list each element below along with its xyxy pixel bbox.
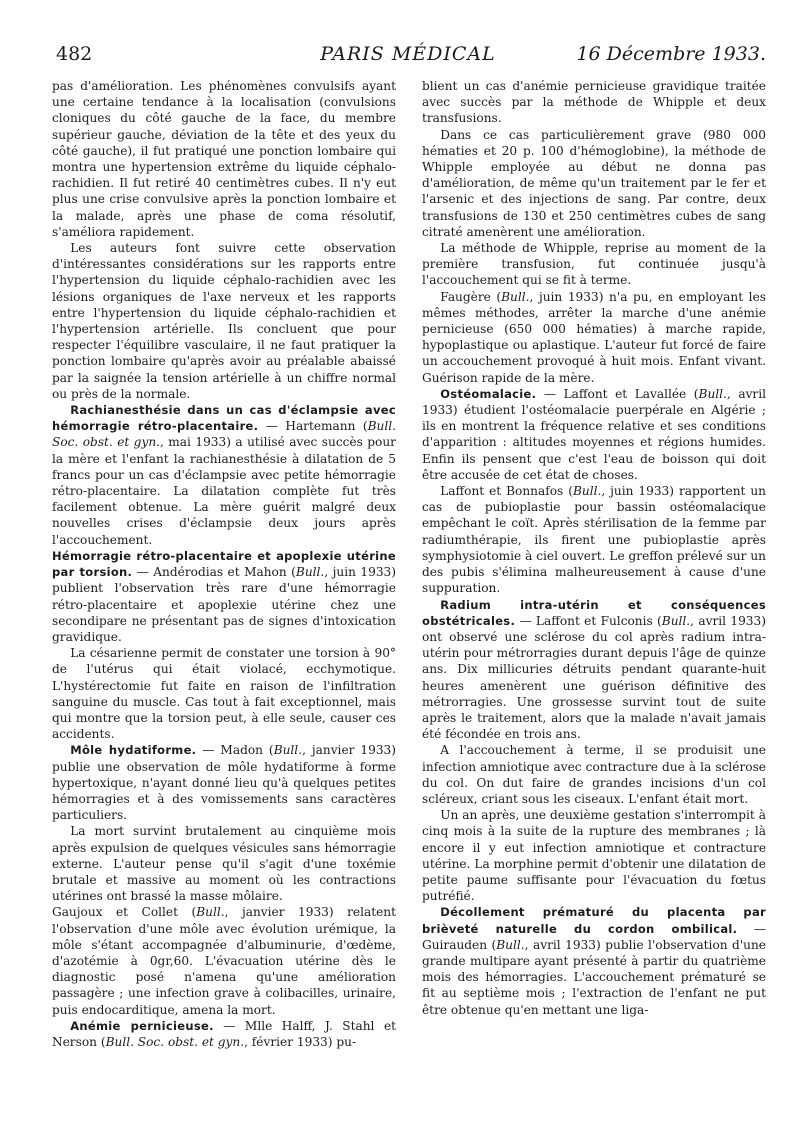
citation-title: Bull.	[295, 565, 325, 580]
paragraph	[422, 742, 766, 807]
body-text: , avril 1933) publie l'observation d'une grande multipare ayant présenté à partir du quatrième mois des hémorragies. L'accouchement prématuré se fit au septième mois ; l'extraction de l'enfant ne put être obtenue qu'en mettant une liga-	[422, 937, 766, 1017]
body-text: , avril 1933) étudient l'ostéomalacie puerpérale en Algérie ; ils en montrent la fréquence relative et ses conditions d'apparition : altitudes moyennes et régions humides. Enfin ils pensent que c'est l'eau de boisson qui doit être accusée de cet état de choses.	[422, 386, 766, 482]
body-text: , juin 1933) publient l'observation très rare d'une hémorragie rétro-placentaire et apoplexie utérine chez une secondipare ne présentant pas de signes d'intoxication gravidique.	[52, 565, 397, 644]
paragraph	[52, 645, 396, 742]
paragraph	[422, 78, 766, 127]
citation-title: Bull. Soc. obst. et gyn.	[105, 1034, 245, 1049]
body-text: La méthode de Whipple, reprise au moment de la première transfusion, fut continuée jusqu'à l'accouchement qui se fit à terme.	[422, 241, 766, 288]
body-text: , janvier 1933) publie une observation de môle hydatiforme à forme hypertoxique, n'ayant donné lieu qu'à quelques petites hémorragies et à des vomissements sans caractères particuliers.	[52, 743, 397, 823]
section-heading: Ostéomalacie.	[440, 386, 537, 401]
section-heading: Décollement prématuré du placenta par brièveté naturelle du cordon ombilical.	[422, 905, 766, 936]
section-heading: Radium intra-utérin et conséquences obstétricales.	[422, 597, 766, 628]
paragraph	[52, 78, 396, 240]
body-text: , janvier 1933) relatent l'observation d'une môle avec évolution urémique, la môle s'étant accompagnée d'albuminurie, d'œdème, d'azotémie à 0gr,60. L'évacuation utérine dès le diagnostic posé n'amena qu'une amélioration passagère ; une infection grave à colibacilles, urinaire, puis endocarditique, amena la mort.	[52, 905, 396, 1017]
issue-date: 16 Décembre 1933.	[576, 43, 766, 65]
body-text: — Laffont et Fulconis (	[515, 613, 662, 628]
body-text: , février 1933) pu-	[244, 1034, 357, 1049]
citation-title: Bull.	[661, 613, 691, 628]
citation-title: Bull.	[196, 905, 225, 920]
citation-title: Bull.	[698, 386, 727, 401]
paragraph	[422, 289, 766, 386]
paragraph	[422, 807, 766, 904]
section-heading: Môle hydatiforme.	[70, 743, 197, 758]
section-heading: Hémorragie rétro-placentaire et apoplexie utérine par torsion.	[52, 548, 396, 580]
paragraph	[422, 904, 766, 1017]
body-text: La césarienne permit de constater une torsion à 90° de l'utérus qui était violacé, ecchymotique. L'hystérectomie fut faite en raison de l'infiltration sanguine du muscle. Cas tout à fait exceptionnel, mais qui montre que la torsion peut, à elle seule, causer ces accidents.	[52, 646, 396, 742]
paragraph	[52, 742, 396, 823]
page-header	[50, 43, 766, 69]
citation-title: Bull. Soc. obst. et gyn.	[52, 419, 396, 450]
body-text: , juin 1933) rapportent un cas de pubioplastie pour bassin ostéomalacique empêchant le coït. Après stérilisation de la femme par radiumthérapie, ils firent une pubioplastie après symphysiotomie à ciel ouvert. Le greffon prélevé sur un des pubis s'élimina malheureusement à cause d'une suppuration.	[422, 484, 767, 596]
citation-title: Bull.	[501, 289, 530, 304]
paragraph	[52, 823, 396, 904]
body-text: , juin 1933) n'a pu, en employant les mêmes méthodes, arrêter la marche d'une anémie pernicieuse (650 000 hématies) à marche rapide, hypoplastique ou aplastique. L'auteur fut forcé de faire un accouchement provoqué à huit mois. Enfant vivant. Guérison rapide de la mère.	[422, 289, 766, 385]
citation-title: Bull.	[273, 743, 303, 758]
right-column	[422, 78, 766, 1018]
body-text: — Hartemann (	[258, 419, 368, 434]
left-column	[52, 78, 396, 1050]
section-heading: Anémie pernicieuse.	[70, 1018, 214, 1033]
body-text: Gaujoux et Collet (	[52, 905, 197, 920]
body-text: — Andérodias et Mahon (	[132, 565, 296, 580]
body-text: Les auteurs font suivre cette observation d'intéressantes considérations sur les rapports entre l'hypertension du liquide céphalo-rachidien avec les lésions organiques de l'axe nerveux et les rapports entre l'hypertension du liquide céphalo-rachidien et l'hypertension artérielle. Ils concluent que pour respecter l'équilibre vasculaire, il ne faut pratiquer la ponction lombaire qu'après avoir au préalable abaissé par la saignée la tension artérielle à un chiffre normal ou près de la normale.	[52, 241, 396, 401]
paragraph	[422, 597, 766, 743]
body-text: Un an après, une deuxième gestation s'interrompit à cinq mois à la suite de la rupture des membranes ; là encore il y eut infection amniotique et contracture utérine. La morphine permit d'obtenir une dilatation de petite paume suffisante pour l'évacuation du fœtus putréfié.	[422, 808, 766, 904]
body-text: A l'accouchement à terme, il se produisit une infection amniotique avec contracture due à la sclérose du col. On dut faire de grandes incisions d'un col scléreux, criant sous les ciseaux. L'enfant était mort.	[422, 743, 766, 806]
page-number: 482	[56, 43, 93, 65]
body-text: pas d'amélioration. Les phénomènes convulsifs ayant une certaine tendance à la localisation (convulsions cloniques du côté gauche de la face, du membre supérieur gauche, déviation de la tête et des yeux du côté gauche), il fut pratiqué une ponction lombaire qui montra une hypertension extrême du liquide céphalo-rachidien. Il fut retiré 40 centimètres cubes. Il n'y eut plus une crise convulsive après la ponction lombaire et la malade, après une phase de coma résolutif, s'améliora rapidement.	[52, 79, 396, 239]
citation-title: Bull.	[572, 484, 602, 499]
paragraph	[52, 240, 396, 402]
body-text: blient un cas d'anémie pernicieuse gravidique traitée avec succès par la méthode de Whipple et deux transfusions.	[422, 79, 766, 126]
section-heading: Rachianesthésie dans un cas d'éclampsie avec hémorragie rétro-placentaire.	[52, 403, 396, 434]
paragraph	[422, 127, 766, 240]
paragraph	[52, 548, 396, 645]
body-text: , mai 1933) a utilisé avec succès pour la mère et l'enfant la rachianesthésie à dilatation de 5 francs pour un cas d'éclampsie avec petite hémorragie rétro-placentaire. La dilatation complète fut très facilement obtenue. La mère guérit malgré deux nouvelles crises d'éclampsie deux jours après l'accouchement.	[52, 435, 396, 547]
body-text: — Madon (	[196, 743, 274, 758]
body-text: Dans ce cas particulièrement grave (980 000 hématies et 20 p. 100 d'hémoglobine), la méthode de Whipple employée au début ne donna pas d'amélioration, de même qu'un traitement par le fer et l'arsenic et des injections de sang. Par contre, deux transfusions de 130 et 250 centimètres cubes de sang citraté amenèrent une amélioration.	[422, 127, 766, 239]
body-text: — Mlle Halff, J. Stahl et Nerson (	[52, 1018, 397, 1049]
body-text: , avril 1933) ont observé une sclérose du col après radium intra-utérin pour métrorragies durant depuis l'âge de quinze ans. Dix millicuries détruits pendant quarante-huit heures amenèrent une guérison définitive des métrorragies. Une grossesse survint tout de suite après le traitement, alors que la malade n'avait jamais été fécondée en trois ans.	[422, 613, 766, 742]
paragraph	[422, 386, 766, 483]
body-text: Faugère (	[440, 289, 502, 304]
paragraph	[52, 904, 396, 1017]
paragraph	[422, 240, 766, 289]
body-text: La mort survint brutalement au cinquième mois après expulsion de quelques vésicules sans hémorragie externe. L'auteur pense qu'il s'agit d'une toxémie brutale et massive au moment où les contractions utérines ont brassé la masse môlaire.	[52, 824, 396, 904]
paragraph	[52, 1018, 396, 1050]
paragraph	[422, 483, 766, 596]
body-text: — Laffont et Lavallée (	[536, 386, 699, 401]
body-text: — Guirauden (	[422, 921, 767, 952]
paragraph	[52, 402, 396, 548]
citation-title: Bull.	[496, 937, 525, 952]
journal-title: PARIS MÉDICAL	[320, 43, 496, 65]
scan-artifact	[90, 1108, 710, 1118]
body-text: Laffont et Bonnafos (	[440, 484, 573, 499]
